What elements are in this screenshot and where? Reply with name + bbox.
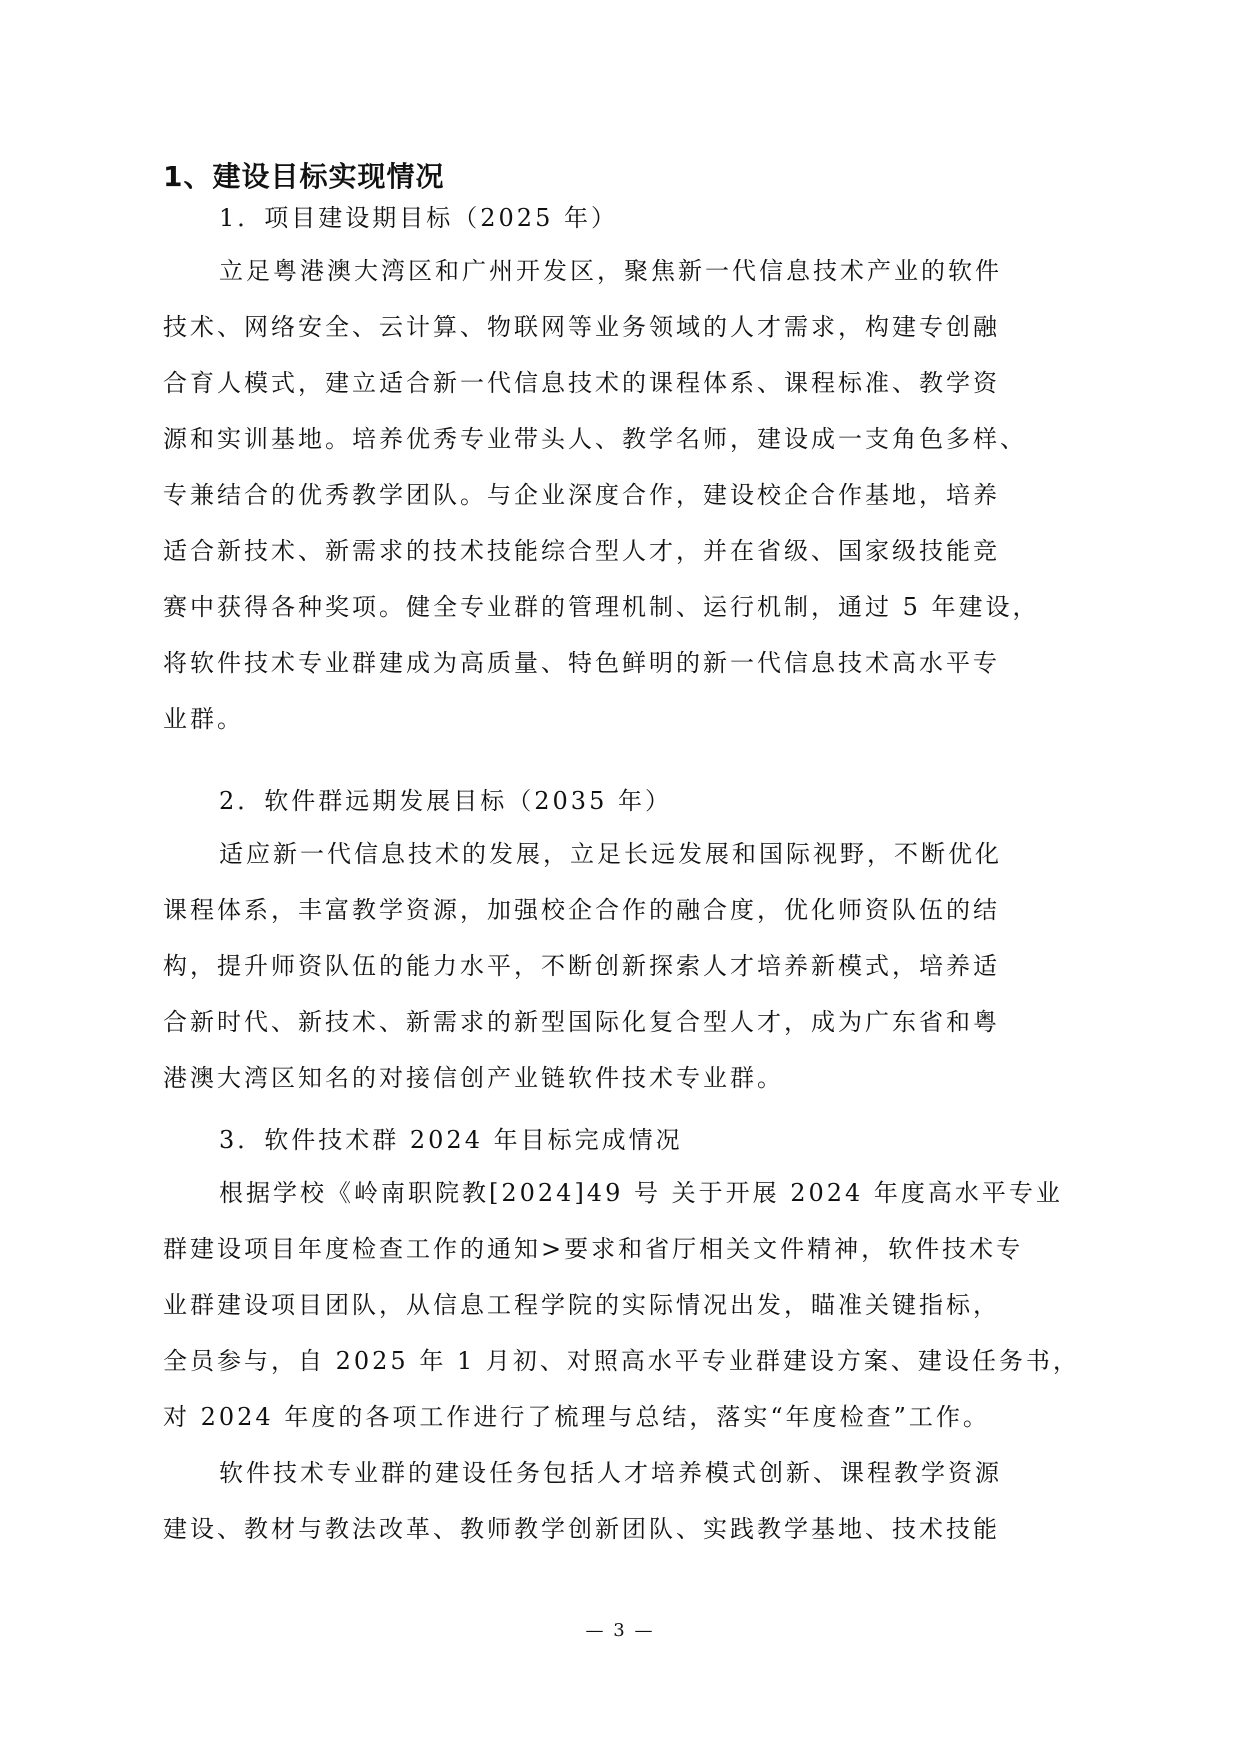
subsection-title: 2．软件群远期发展目标（2035 年）	[219, 787, 672, 815]
paragraph-line: 课程体系，丰富教学资源，加强校企合作的融合度，优化师资队伍的结	[163, 896, 1000, 924]
paragraph-line: 技术、网络安全、云计算、物联网等业务领域的人才需求，构建专创融	[163, 313, 1000, 341]
paragraph-line: 业群。	[163, 705, 244, 733]
section-2	[163, 776, 1083, 1106]
section-3	[163, 1115, 1083, 1557]
paragraph-line: 合育人模式，建立适合新一代信息技术的课程体系、课程标准、教学资	[163, 369, 1000, 397]
paragraph-line: 适合新技术、新需求的技术技能综合型人才，并在省级、国家级技能竞	[163, 537, 1000, 565]
paragraph-line: 适应新一代信息技术的发展，立足长远发展和国际视野，不断优化	[219, 840, 1002, 868]
paragraph-line: 根据学校《岭南职院教[2024]49 号 关于开展 2024 年度高水平专业	[219, 1179, 1063, 1207]
paragraph-line: 全员参与，自 2025 年 1 月初、对照高水平专业群建设方案、建设任务书，	[163, 1347, 1080, 1375]
paragraph-line: 群建设项目年度检查工作的通知>要求和省厅相关文件精神，软件技术专	[163, 1235, 1024, 1263]
paragraph-line: 赛中获得各种奖项。健全专业群的管理机制、运行机制，通过 5 年建设，	[163, 593, 1040, 621]
paragraph-line: 合新时代、新技术、新需求的新型国际化复合型人才，成为广东省和粤	[163, 1008, 1000, 1036]
paragraph-line: 业群建设项目团队，从信息工程学院的实际情况出发，瞄准关键指标，	[163, 1291, 1000, 1319]
subsection-title: 1．项目建设期目标（2025 年）	[219, 204, 618, 232]
paragraph-line: 专兼结合的优秀教学团队。与企业深度合作，建设校企合作基地，培养	[163, 481, 1000, 509]
paragraph-line: 对 2024 年度的各项工作进行了梳理与总结，落实“年度检查”工作。	[163, 1403, 990, 1431]
section-1	[163, 193, 1083, 747]
section-heading: 1、建设目标实现情况	[163, 160, 445, 193]
paragraph-line: 港澳大湾区知名的对接信创产业链软件技术专业群。	[163, 1064, 784, 1092]
paragraph-line: 将软件技术专业群建成为高质量、特色鲜明的新一代信息技术高水平专	[163, 649, 1000, 677]
subsection-title: 3．软件技术群 2024 年目标完成情况	[219, 1126, 683, 1154]
paragraph-line: 建设、教材与教法改革、教师教学创新团队、实践教学基地、技术技能	[163, 1515, 1000, 1543]
paragraph-line: 源和实训基地。培养优秀专业带头人、教学名师，建设成一支角色多样、	[163, 425, 1027, 453]
page-number: — 3 —	[585, 1620, 655, 1641]
paragraph-line: 构，提升师资队伍的能力水平，不断创新探索人才培养新模式，培养适	[163, 952, 1000, 980]
paragraph-line: 立足粤港澳大湾区和广州开发区，聚焦新一代信息技术产业的软件	[219, 257, 1002, 285]
paragraph-line: 软件技术专业群的建设任务包括人才培养模式创新、课程教学资源	[219, 1459, 1002, 1487]
